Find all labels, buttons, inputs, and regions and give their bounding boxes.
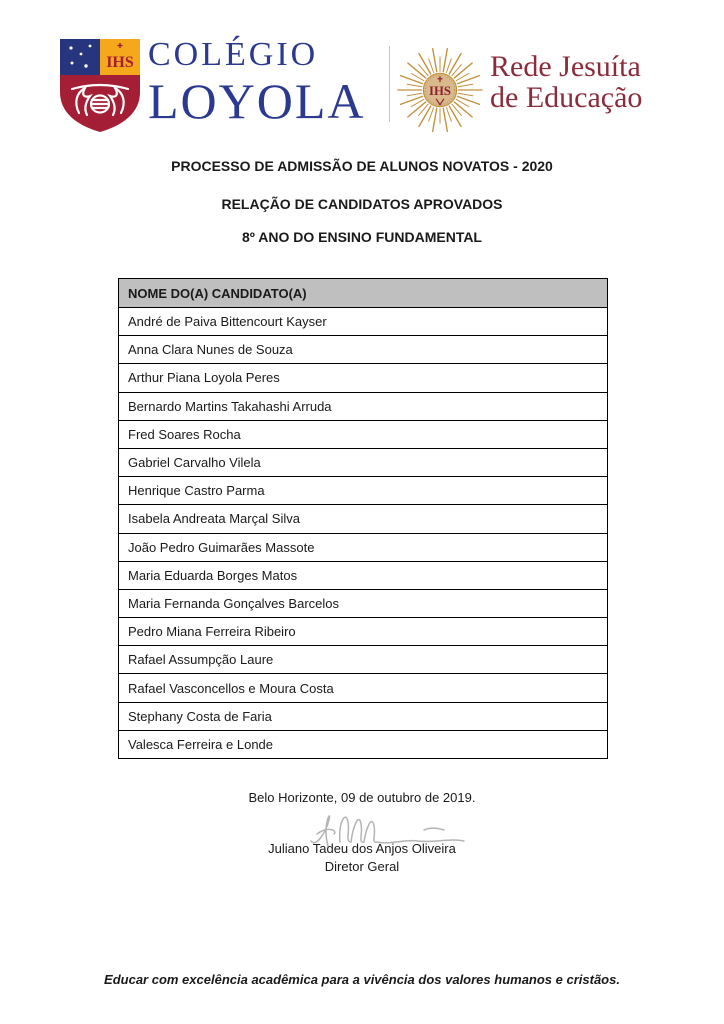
colegio-text: COLÉGIO — [148, 36, 319, 73]
shield-ihs-text: IHS — [106, 54, 134, 71]
document-subtitle: RELAÇÃO DE CANDIDATOS APROVADOS — [221, 196, 503, 212]
logo-divider — [389, 46, 390, 122]
candidate-name: João Pedro Guimarães Massote — [128, 539, 315, 555]
candidate-name: Stephany Costa de Faria — [128, 708, 272, 724]
candidate-name: Pedro Miana Ferreira Ribeiro — [128, 624, 296, 640]
date-line: Belo Horizonte, 09 de outubro de 2019. — [248, 790, 476, 805]
signature-image — [298, 804, 476, 854]
table-row — [119, 646, 607, 674]
candidate-name: André de Paiva Bittencourt Kayser — [128, 314, 327, 330]
rede-jesuita-line1: Rede Jesuíta — [490, 50, 641, 83]
table-row — [119, 590, 607, 618]
candidate-name: Henrique Castro Parma — [128, 483, 265, 499]
candidate-name: Arthur Piana Loyola Peres — [128, 370, 280, 386]
candidate-name: Fred Soares Rocha — [128, 426, 241, 442]
table-row — [119, 364, 607, 392]
colegio-loyola-wordmark — [148, 36, 366, 129]
candidate-name: Rafael Assumpção Laure — [128, 652, 274, 668]
table-row — [119, 703, 607, 731]
table-header-cell: NOME DO(A) CANDIDATO(A) — [119, 279, 607, 308]
table-row — [119, 477, 607, 505]
candidates-table — [118, 278, 608, 759]
table-row — [119, 618, 607, 646]
table-row — [119, 731, 607, 758]
candidate-name: Anna Clara Nunes de Souza — [128, 342, 293, 358]
table-row — [119, 393, 607, 421]
candidate-name: Maria Eduarda Borges Matos — [128, 567, 298, 583]
table-row — [119, 674, 607, 702]
loyola-shield-icon — [57, 37, 143, 134]
motto-line: Educar com excelência acadêmica para a vivência dos valores humanos e cristãos. — [104, 972, 620, 987]
signer-title: Diretor Geral — [324, 859, 400, 874]
ihs-sunburst-icon — [396, 46, 484, 134]
grade-title: 8º ANO DO ENSINO FUNDAMENTAL — [241, 229, 482, 245]
loyola-text: LOYOLA — [148, 73, 366, 129]
table-row — [119, 449, 607, 477]
candidate-name: Bernardo Martins Takahashi Arruda — [128, 398, 332, 414]
document-title: PROCESSO DE ADMISSÃO DE ALUNOS NOVATOS - 2020 — [171, 158, 553, 174]
sunburst-ihs-text: IHS — [429, 83, 451, 98]
candidate-name: Valesca Ferreira e Londe — [128, 736, 274, 752]
table-row — [119, 421, 607, 449]
table-row — [119, 562, 607, 590]
table-row — [119, 534, 607, 562]
candidate-name: Maria Fernanda Gonçalves Barcelos — [128, 595, 339, 611]
rede-jesuita-wordmark — [490, 52, 642, 113]
candidate-name: Gabriel Carvalho Vilela — [128, 455, 261, 471]
table-body — [119, 308, 607, 758]
rede-jesuita-line2: de Educação — [490, 80, 643, 114]
table-row — [119, 308, 607, 336]
candidate-name: Isabela Andreata Marçal Silva — [128, 511, 300, 527]
signer-name: Juliano Tadeu dos Anjos Oliveira — [268, 841, 456, 856]
table-row — [119, 336, 607, 364]
table-row — [119, 505, 607, 533]
candidate-name: Rafael Vasconcellos e Moura Costa — [128, 680, 334, 696]
